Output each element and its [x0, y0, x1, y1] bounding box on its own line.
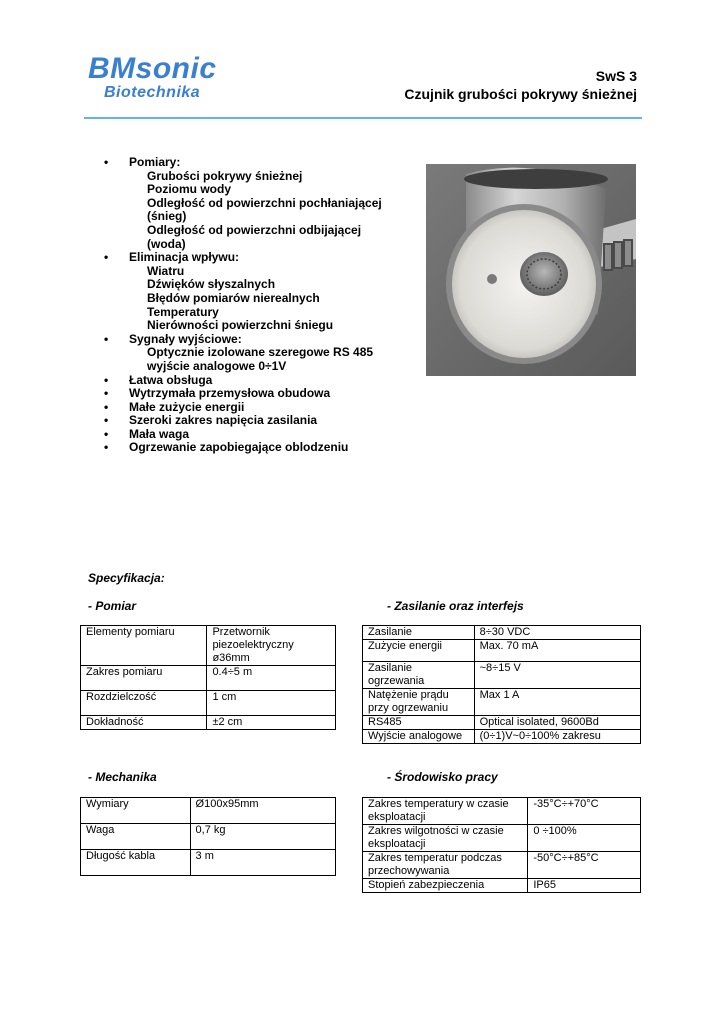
table-row	[363, 662, 641, 689]
feature-subitem: Poziomu wody	[147, 182, 231, 197]
feature-sublist	[129, 265, 384, 333]
table-cell: (0÷1)V~0÷100% zakresu	[474, 730, 640, 744]
table-row	[81, 716, 336, 730]
feature-subitem: Temperatury	[147, 304, 219, 319]
table-cell: 3 m	[190, 850, 335, 876]
table-cell: Rozdzielczość	[81, 691, 207, 716]
table-row	[363, 825, 641, 852]
table-cell: Max 1 A	[474, 689, 640, 716]
table-row	[81, 691, 336, 716]
feature-subitem: Nierówności powierzchni śniegu	[147, 318, 334, 333]
table-cell: -50°C÷+85°C	[528, 852, 641, 879]
table-cell: Przetwornik piezoelektryczny ø36mm	[207, 626, 336, 666]
table-row	[81, 824, 336, 850]
table-cell: Elementy pomiaru	[81, 626, 207, 666]
feature-item: • Łatwa obsługa	[104, 374, 384, 388]
feature-item: • Małe zużycie energii	[104, 401, 384, 415]
srodowisko-table	[362, 797, 641, 893]
feature-sublist	[129, 170, 384, 252]
page-title: Czujnik grubości pokrywy śnieżnej	[404, 86, 637, 102]
table-cell: 0,7 kg	[190, 824, 335, 850]
feature-subitem: Wiatru	[147, 263, 185, 278]
section-heading-srodowisko: - Środowisko pracy	[387, 770, 498, 784]
table-row	[81, 798, 336, 824]
pomiar-table	[80, 625, 336, 730]
feature-subitem: Odległość od powierzchni pochłaniającej (śnieg)	[147, 195, 382, 224]
table-cell: 0 ÷100%	[528, 825, 641, 852]
table-cell: Ø100x95mm	[190, 798, 335, 824]
section-heading-pomiar: - Pomiar	[88, 599, 137, 613]
feature-subitem: Odległość od powierzchni odbijającej (woda)	[147, 222, 362, 251]
table-cell: Długość kabla	[81, 850, 191, 876]
feature-subitem: Błędów pomiarów nierealnych	[147, 290, 320, 305]
table-row	[81, 666, 336, 691]
table-row	[363, 852, 641, 879]
brand-logo: BMsonic	[88, 52, 217, 85]
table-cell: Zakres pomiaru	[81, 666, 207, 691]
table-row	[363, 798, 641, 825]
sensor-illustration	[426, 164, 636, 376]
table-cell: Dokładność	[81, 716, 207, 730]
table-cell: Wymiary	[81, 798, 191, 824]
feature-label: Pomiary:	[129, 155, 181, 169]
table-cell: Zużycie energii	[363, 640, 475, 662]
table-cell: 0.4÷5 m	[207, 666, 336, 691]
table-row	[363, 730, 641, 744]
table-cell: Stopień zabezpieczenia	[363, 879, 528, 893]
table-cell: Natężenie prądu przy ogrzewaniu	[363, 689, 475, 716]
feature-label: Sygnały wyjściowe:	[129, 331, 242, 346]
table-cell: Zakres wilgotności w czasie eksploatacji	[363, 825, 528, 852]
table-row	[363, 626, 641, 640]
table-cell: Zasilanie	[363, 626, 475, 640]
table-cell: -35°C÷+70°C	[528, 798, 641, 825]
spec-title: Specyfikacja:	[88, 571, 165, 585]
feature-item: • Wytrzymała przemysłowa obudowa	[104, 387, 384, 401]
section-heading-zasilanie: - Zasilanie oraz interfejs	[387, 599, 524, 613]
table-cell: Optical isolated, 9600Bd	[474, 716, 640, 730]
feature-subitem: Dźwięków słyszalnych	[147, 277, 276, 292]
table-cell: IP65	[528, 879, 641, 893]
feature-sublist	[129, 346, 384, 373]
feature-list	[104, 156, 384, 455]
table-row	[363, 716, 641, 730]
table-cell: Zakres temperatury w czasie eksploatacji	[363, 798, 528, 825]
header-divider	[84, 117, 642, 119]
table-cell: Max. 70 mA	[474, 640, 640, 662]
table-row	[363, 640, 641, 662]
feature-item: • Ogrzewanie zapobiegające oblodzeniu	[104, 441, 384, 455]
feature-subitem: Grubości pokrywy śnieżnej	[147, 168, 303, 183]
product-photo	[426, 164, 636, 376]
table-cell: Zasilanie ogrzewania	[363, 662, 475, 689]
zasilanie-table	[362, 625, 641, 744]
feature-subitem: Optycznie izolowane szeregowe RS 485	[147, 345, 374, 360]
mechanika-table	[80, 797, 336, 876]
feature-subitem: wyjście analogowe 0÷1V	[147, 358, 287, 373]
product-model: SwS 3	[595, 68, 637, 84]
table-cell: Zakres temperatur podczas przechowywania	[363, 852, 528, 879]
table-cell: ~8÷15 V	[474, 662, 640, 689]
feature-item: • Szeroki zakres napięcia zasilania	[104, 414, 384, 428]
section-heading-mechanika: - Mechanika	[88, 770, 157, 784]
table-cell: Wyjście analogowe	[363, 730, 475, 744]
feature-item: • Mała waga	[104, 428, 384, 442]
table-cell: 8÷30 VDC	[474, 626, 640, 640]
feature-item	[104, 156, 384, 251]
feature-label: Eliminacja wpływu:	[129, 250, 240, 265]
table-cell: RS485	[363, 716, 475, 730]
table-cell: Waga	[81, 824, 191, 850]
feature-item	[104, 251, 384, 333]
table-cell: ±2 cm	[207, 716, 336, 730]
table-row	[363, 879, 641, 893]
table-row	[81, 626, 336, 666]
brand-tagline: Biotechnika	[104, 84, 201, 101]
feature-item	[104, 333, 384, 374]
table-row	[363, 689, 641, 716]
table-cell: 1 cm	[207, 691, 336, 716]
table-row	[81, 850, 336, 876]
